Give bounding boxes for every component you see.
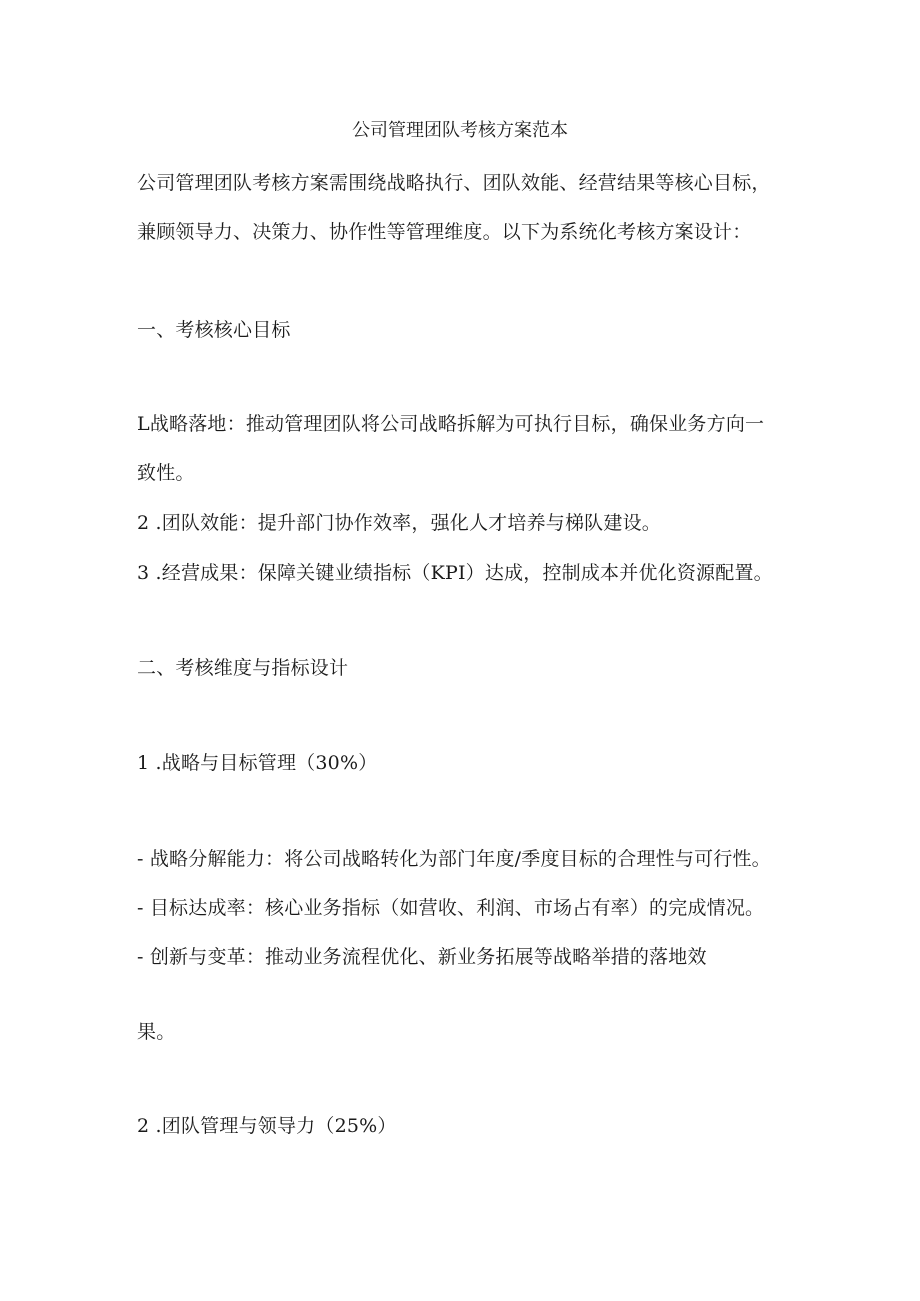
section-1-item-1-continuation: 致性。 [137, 462, 195, 484]
section-1-heading: 一、考核核心目标 [137, 319, 291, 341]
document-title: 公司管理团队考核方案范本 [352, 120, 568, 141]
subsection-1-bullet-2: - 目标达成率：核心业务指标（如营收、利润、市场占有率）的完成情况。 [137, 897, 765, 919]
section-1-item-1: L战略落地：推动管理团队将公司战略拆解为可执行目标，确保业务方向一 [137, 413, 765, 435]
section-1-item-2: 2 .团队效能：提升部门协作效率，强化人才培养与梯队建设。 [137, 512, 661, 534]
subsection-1-bullet-1: - 战略分解能力：将公司战略转化为部门年度/季度目标的合理性与可行性。 [137, 848, 771, 870]
subsection-1-bullet-3: - 创新与变革：推动业务流程优化、新业务拓展等战略举措的落地效 [137, 946, 707, 968]
intro-line-2: 兼顾领导力、决策力、协作性等管理维度。以下为系统化考核方案设计： [137, 221, 752, 243]
subsection-2-heading: 2 .团队管理与领导力（25%） [137, 1115, 397, 1137]
section-2-heading: 二、考核维度与指标设计 [137, 657, 349, 679]
subsection-1-heading: 1 .战略与目标管理（30%） [137, 752, 378, 774]
intro-line-1: 公司管理团队考核方案需围绕战略执行、团队效能、经营结果等核心目标， [137, 172, 771, 194]
subsection-1-bullet-3-continuation: 果。 [137, 1021, 176, 1043]
section-1-item-3: 3 .经营成果：保障关键业绩指标（KPI）达成，控制成本并优化资源配置。 [137, 562, 773, 584]
